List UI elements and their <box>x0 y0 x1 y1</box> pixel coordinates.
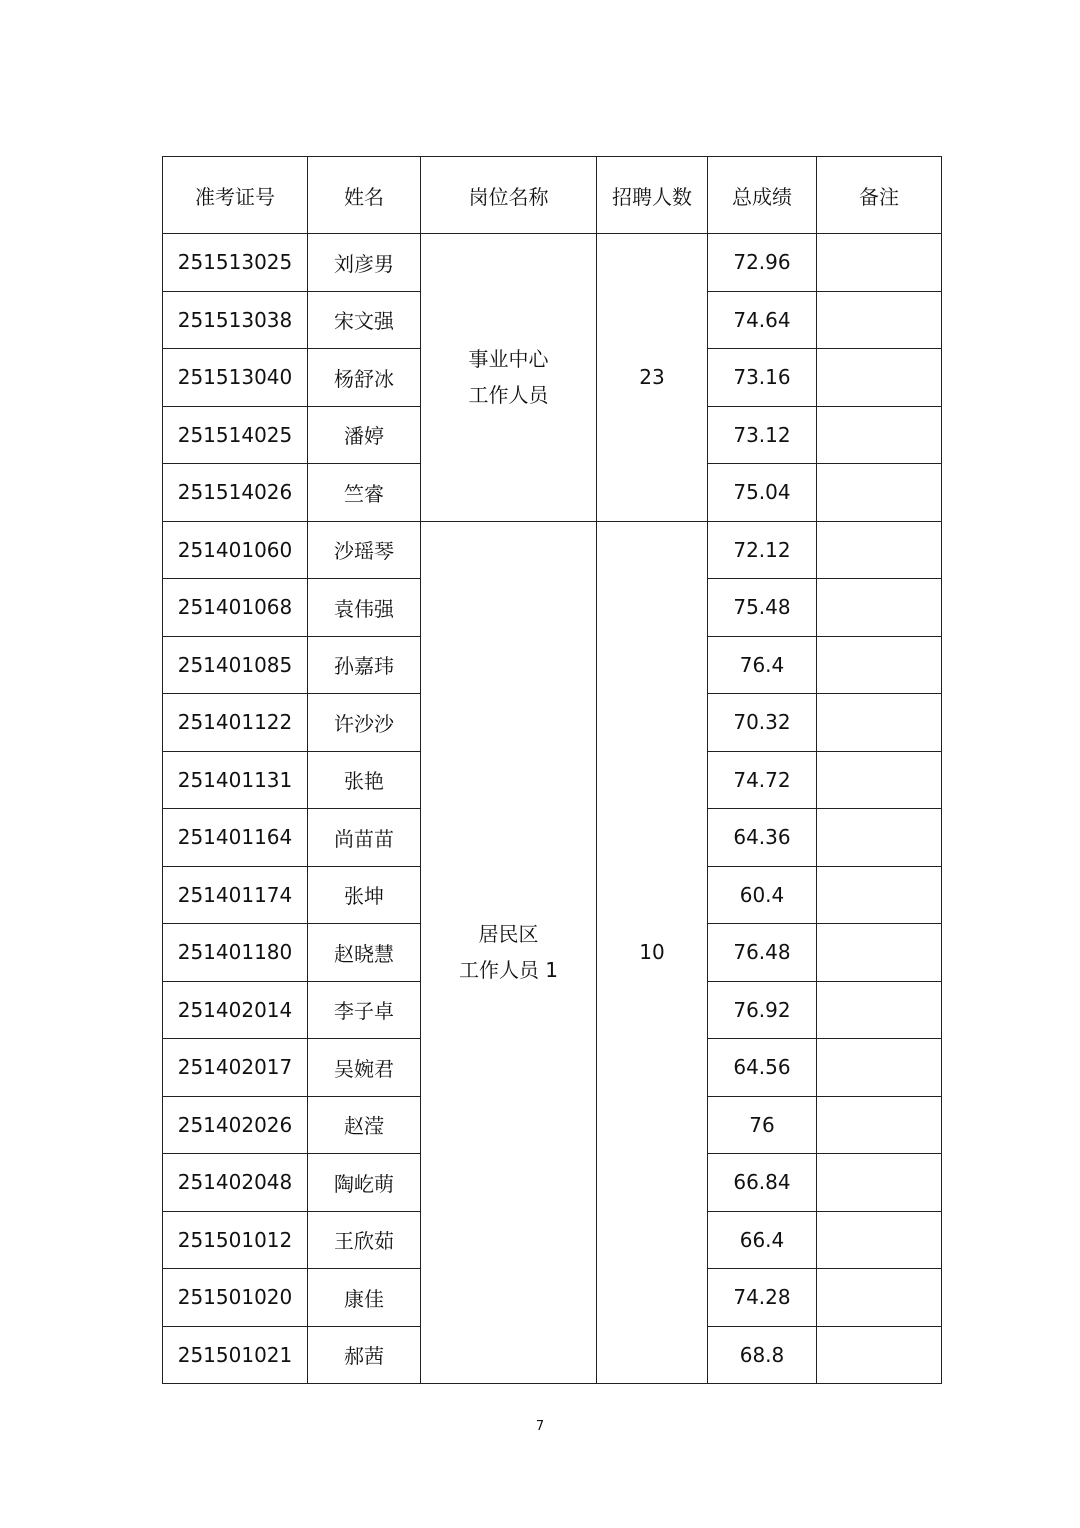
exam-id-cell: 251513025 <box>163 234 308 292</box>
remarks-cell <box>817 1154 942 1212</box>
exam-id-cell: 251513040 <box>163 349 308 407</box>
position-line: 居民区 <box>478 922 539 947</box>
exam-id-cell: 251401131 <box>163 751 308 809</box>
page-number: 7 <box>535 1419 545 1434</box>
name-cell: 竺睿 <box>308 464 421 522</box>
name-cell: 赵晓慧 <box>308 924 421 982</box>
header-exam-id: 准考证号 <box>163 157 308 234</box>
total-score-cell: 75.48 <box>708 579 817 637</box>
header-position: 岗位名称 <box>421 157 597 234</box>
position-cell <box>421 521 597 1384</box>
remarks-cell <box>817 521 942 579</box>
remarks-cell <box>817 579 942 637</box>
total-score-cell: 72.96 <box>708 234 817 292</box>
remarks-cell <box>817 234 942 292</box>
exam-id-cell: 251402017 <box>163 1039 308 1097</box>
quota-cell: 23 <box>597 234 708 522</box>
name-cell: 杨舒冰 <box>308 349 421 407</box>
position-line: 事业中心 <box>468 347 549 372</box>
total-score-cell: 72.12 <box>708 521 817 579</box>
remarks-cell <box>817 694 942 752</box>
remarks-cell <box>817 1096 942 1154</box>
total-score-cell: 74.64 <box>708 291 817 349</box>
exam-id-cell: 251401174 <box>163 866 308 924</box>
position-line: 工作人员 <box>468 383 549 408</box>
total-score-cell: 76.92 <box>708 981 817 1039</box>
remarks-cell <box>817 866 942 924</box>
name-cell: 张坤 <box>308 866 421 924</box>
header-quota: 招聘人数 <box>597 157 708 234</box>
total-score-cell: 74.72 <box>708 751 817 809</box>
exam-id-cell: 251401180 <box>163 924 308 982</box>
name-cell: 沙瑶琴 <box>308 521 421 579</box>
exam-id-cell: 251401085 <box>163 636 308 694</box>
remarks-cell <box>817 1039 942 1097</box>
exam-id-cell: 251501021 <box>163 1326 308 1384</box>
remarks-cell <box>817 751 942 809</box>
remarks-cell <box>817 291 942 349</box>
table-body <box>163 234 942 1384</box>
exam-id-cell: 251401068 <box>163 579 308 637</box>
name-cell: 康佳 <box>308 1269 421 1327</box>
name-cell: 许沙沙 <box>308 694 421 752</box>
exam-id-cell: 251501012 <box>163 1211 308 1269</box>
exam-id-cell: 251402014 <box>163 981 308 1039</box>
total-score-cell: 60.4 <box>708 866 817 924</box>
name-cell: 刘彦男 <box>308 234 421 292</box>
remarks-cell <box>817 406 942 464</box>
header-row <box>163 157 942 234</box>
remarks-cell <box>817 1211 942 1269</box>
name-cell: 宋文强 <box>308 291 421 349</box>
remarks-cell <box>817 809 942 867</box>
name-cell: 赵滢 <box>308 1096 421 1154</box>
header-name: 姓名 <box>308 157 421 234</box>
name-cell: 潘婷 <box>308 406 421 464</box>
total-score-cell: 76.48 <box>708 924 817 982</box>
exam-id-cell: 251401060 <box>163 521 308 579</box>
name-cell: 李子卓 <box>308 981 421 1039</box>
total-score-cell: 76 <box>708 1096 817 1154</box>
name-cell: 孙嘉玮 <box>308 636 421 694</box>
remarks-cell <box>817 1269 942 1327</box>
name-cell: 郝茜 <box>308 1326 421 1384</box>
exam-id-cell: 251401164 <box>163 809 308 867</box>
results-table <box>162 156 942 1384</box>
remarks-cell <box>817 349 942 407</box>
header-total-score: 总成绩 <box>708 157 817 234</box>
remarks-cell <box>817 1326 942 1384</box>
total-score-cell: 73.16 <box>708 349 817 407</box>
total-score-cell: 73.12 <box>708 406 817 464</box>
remarks-cell <box>817 981 942 1039</box>
remarks-cell <box>817 636 942 694</box>
total-score-cell: 66.84 <box>708 1154 817 1212</box>
table-row <box>163 521 942 579</box>
exam-id-cell: 251513038 <box>163 291 308 349</box>
total-score-cell: 70.32 <box>708 694 817 752</box>
total-score-cell: 74.28 <box>708 1269 817 1327</box>
total-score-cell: 68.8 <box>708 1326 817 1384</box>
exam-id-cell: 251402048 <box>163 1154 308 1212</box>
name-cell: 张艳 <box>308 751 421 809</box>
header-remarks: 备注 <box>817 157 942 234</box>
exam-id-cell: 251501020 <box>163 1269 308 1327</box>
name-cell: 吴婉君 <box>308 1039 421 1097</box>
exam-id-cell: 251401122 <box>163 694 308 752</box>
position-line: 工作人员 1 <box>458 958 559 983</box>
total-score-cell: 64.36 <box>708 809 817 867</box>
name-cell: 尚苗苗 <box>308 809 421 867</box>
exam-id-cell: 251402026 <box>163 1096 308 1154</box>
total-score-cell: 64.56 <box>708 1039 817 1097</box>
table-row <box>163 234 942 292</box>
name-cell: 袁伟强 <box>308 579 421 637</box>
total-score-cell: 66.4 <box>708 1211 817 1269</box>
position-cell <box>421 234 597 522</box>
total-score-cell: 75.04 <box>708 464 817 522</box>
name-cell: 王欣茹 <box>308 1211 421 1269</box>
remarks-cell <box>817 464 942 522</box>
exam-id-cell: 251514026 <box>163 464 308 522</box>
exam-id-cell: 251514025 <box>163 406 308 464</box>
quota-cell: 10 <box>597 521 708 1384</box>
remarks-cell <box>817 924 942 982</box>
name-cell: 陶屹萌 <box>308 1154 421 1212</box>
total-score-cell: 76.4 <box>708 636 817 694</box>
